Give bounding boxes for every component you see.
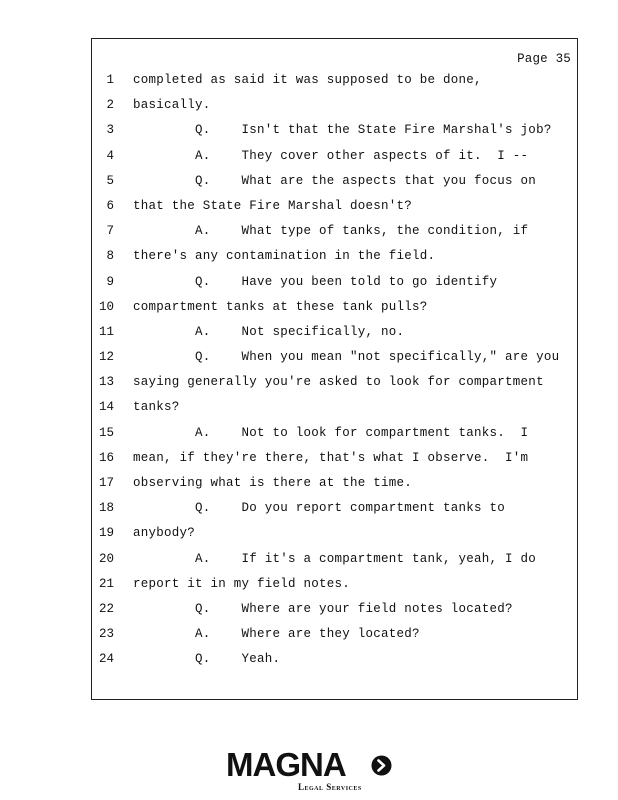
transcript-line: [92, 647, 577, 672]
line-text: A. Where are they located?: [133, 627, 420, 642]
line-text: anybody?: [133, 526, 196, 541]
line-number: 11: [98, 324, 114, 339]
line-text: report it in my field notes.: [133, 576, 351, 591]
transcript-line: [92, 547, 577, 572]
line-text: that the State Fire Marshal doesn't?: [133, 198, 413, 213]
transcript-line: [92, 169, 577, 194]
transcript-line: [92, 471, 577, 496]
transcript-line: [92, 521, 577, 546]
line-text: A. Not to look for compartment tanks. I: [133, 425, 529, 440]
line-number: 15: [98, 425, 114, 440]
line-number: 17: [98, 476, 114, 490]
line-number: 19: [98, 526, 114, 541]
line-number: 2: [106, 98, 114, 113]
transcript-line: [92, 370, 577, 395]
line-text: there's any contamination in the field.: [133, 249, 436, 264]
transcript-line: [92, 597, 577, 622]
line-number: 4: [106, 148, 114, 163]
line-number: 24: [98, 652, 114, 667]
line-number: 3: [106, 123, 114, 138]
page-number: Page 35: [517, 52, 571, 66]
transcript-line: [92, 345, 577, 370]
transcript-line: [92, 446, 577, 471]
line-text: completed as said it was supposed to be done,: [133, 73, 482, 87]
line-number: 22: [98, 601, 114, 616]
line-text: Q. Have you been told to go identify: [133, 274, 498, 289]
line-text: A. What type of tanks, the condition, if: [133, 224, 529, 239]
line-text: saying generally you're asked to look for compartment: [133, 375, 544, 390]
transcript-line: [92, 572, 577, 597]
line-number: 10: [98, 299, 114, 314]
transcript-line: [92, 320, 577, 345]
line-number: 6: [106, 198, 114, 213]
line-text: Q. Do you report compartment tanks to: [133, 501, 506, 516]
line-number: 16: [98, 450, 114, 465]
transcript-line: [92, 68, 577, 93]
line-number: 21: [98, 576, 114, 591]
transcript-line: [92, 194, 577, 219]
line-number: 12: [98, 350, 114, 365]
transcript-line: [92, 244, 577, 269]
transcript-line: [92, 93, 577, 118]
logo-subtitle: Legal Services: [298, 782, 362, 792]
line-number: 23: [98, 627, 114, 642]
transcript-line: [92, 496, 577, 521]
transcript-line: [92, 421, 577, 446]
magna-logo: [226, 748, 396, 796]
line-number: 18: [98, 501, 114, 516]
line-number: 8: [106, 249, 114, 264]
line-number: 13: [98, 375, 114, 390]
line-number: 5: [106, 173, 114, 188]
line-text: basically.: [133, 98, 211, 113]
transcript-lines: [92, 68, 577, 673]
transcript-line: [92, 144, 577, 169]
transcript-line: [92, 395, 577, 420]
transcript-line: [92, 118, 577, 143]
line-text: tanks?: [133, 400, 180, 415]
line-text: Q. Where are your field notes located?: [133, 601, 513, 616]
line-text: A. Not specifically, no.: [133, 324, 405, 339]
line-number: 9: [106, 274, 114, 289]
line-text: mean, if they're there, that's what I observe. I'm: [133, 450, 529, 465]
line-number: 7: [106, 224, 114, 239]
line-text: Q. When you mean "not specifically," are you: [133, 350, 560, 365]
line-number: 1: [106, 73, 114, 87]
line-text: Q. Isn't that the State Fire Marshal's job?: [133, 123, 552, 138]
line-text: A. If it's a compartment tank, yeah, I do: [133, 551, 537, 566]
line-text: Q. What are the aspects that you focus on: [133, 173, 537, 188]
line-text: Q. Yeah.: [133, 652, 281, 667]
line-text: observing what is there at the time.: [133, 476, 413, 490]
transcript-page: [91, 38, 578, 700]
arrow-circle-icon: [371, 755, 392, 776]
logo-wordmark: MAGNA: [226, 746, 346, 783]
line-text: A. They cover other aspects of it. I --: [133, 148, 529, 163]
transcript-line: [92, 219, 577, 244]
line-number: 20: [98, 551, 114, 566]
line-number: 14: [98, 400, 114, 415]
transcript-line: [92, 295, 577, 320]
transcript-line: [92, 622, 577, 647]
transcript-line: [92, 270, 577, 295]
line-text: compartment tanks at these tank pulls?: [133, 299, 428, 314]
